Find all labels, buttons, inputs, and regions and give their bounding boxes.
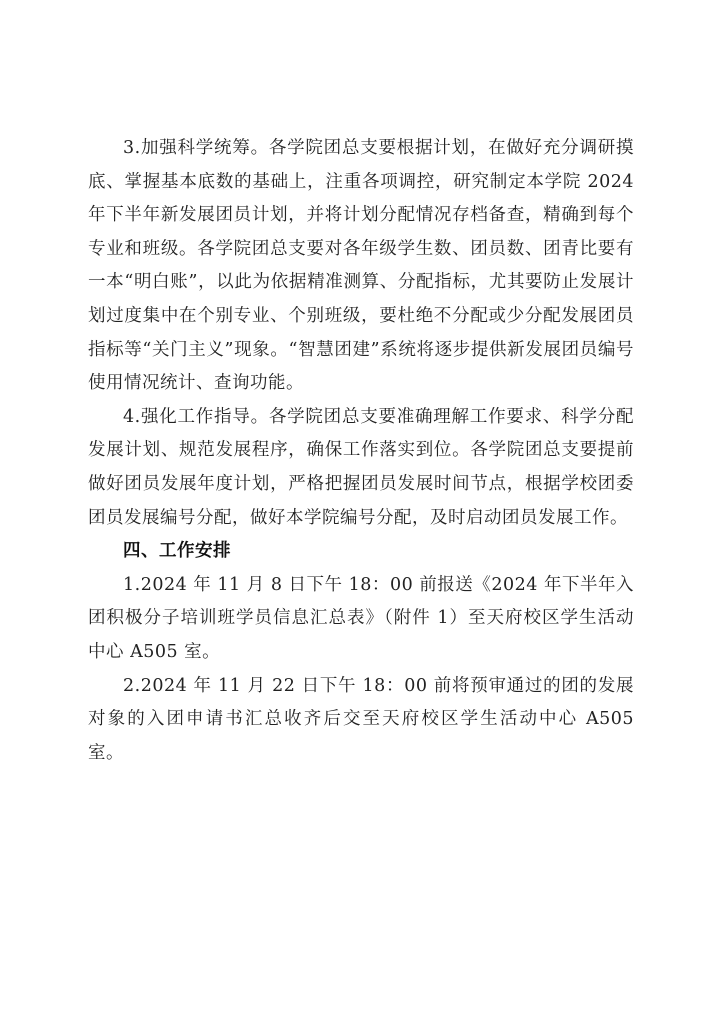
paragraph-strengthen-coordination: 3.加强科学统筹。各学院团总支要根据计划，在做好充分调研摸底、掌握基本底数的基础上，注重各项调控，研究制定本学院 2024 年下半年新发展团员计划，并将计划分配情况存档备查，精确到每个专业和班级。各学院团总支要对各年级学生数、团员数、团青比要有一本“明白账”，以此为依据精准测算、分配指标，尤其要防止发展计划过度集中在个别专业、个别班级，要杜绝不分配或少分配发展团员指标等“关门主义”现象。“智慧团建”系统将逐步提供新发展团员编号使用情况统计、查询功能。 (88, 138, 634, 394)
paragraph-arrangement-2: 2.2024 年 11 月 22 日下午 18：00 前将预审通过的团的发展对象的入团申请书汇总收齐后交至天府校区学生活动中心 A505 室。 (88, 675, 634, 763)
paragraph-arrangement-1: 1.2024 年 11 月 8 日下午 18：00 前报送《2024 年下半年入团积极分子培训班学员信息汇总表》（附件 1）至天府校区学生活动中心 A505 室。 (88, 574, 634, 662)
section-heading-work-arrangement: 四、工作安排 (123, 541, 231, 562)
document-body (88, 132, 634, 770)
paragraph-strengthen-guidance: 4.强化工作指导。各学院团总支要准确理解工作要求、科学分配发展计划、规范发展程序，确保工作落实到位。各学院团总支要提前做好团员发展年度计划，严格把握团员发展时间节点，根据学校团委团员发展编号分配，做好本学院编号分配，及时启动团员发展工作。 (88, 406, 634, 528)
